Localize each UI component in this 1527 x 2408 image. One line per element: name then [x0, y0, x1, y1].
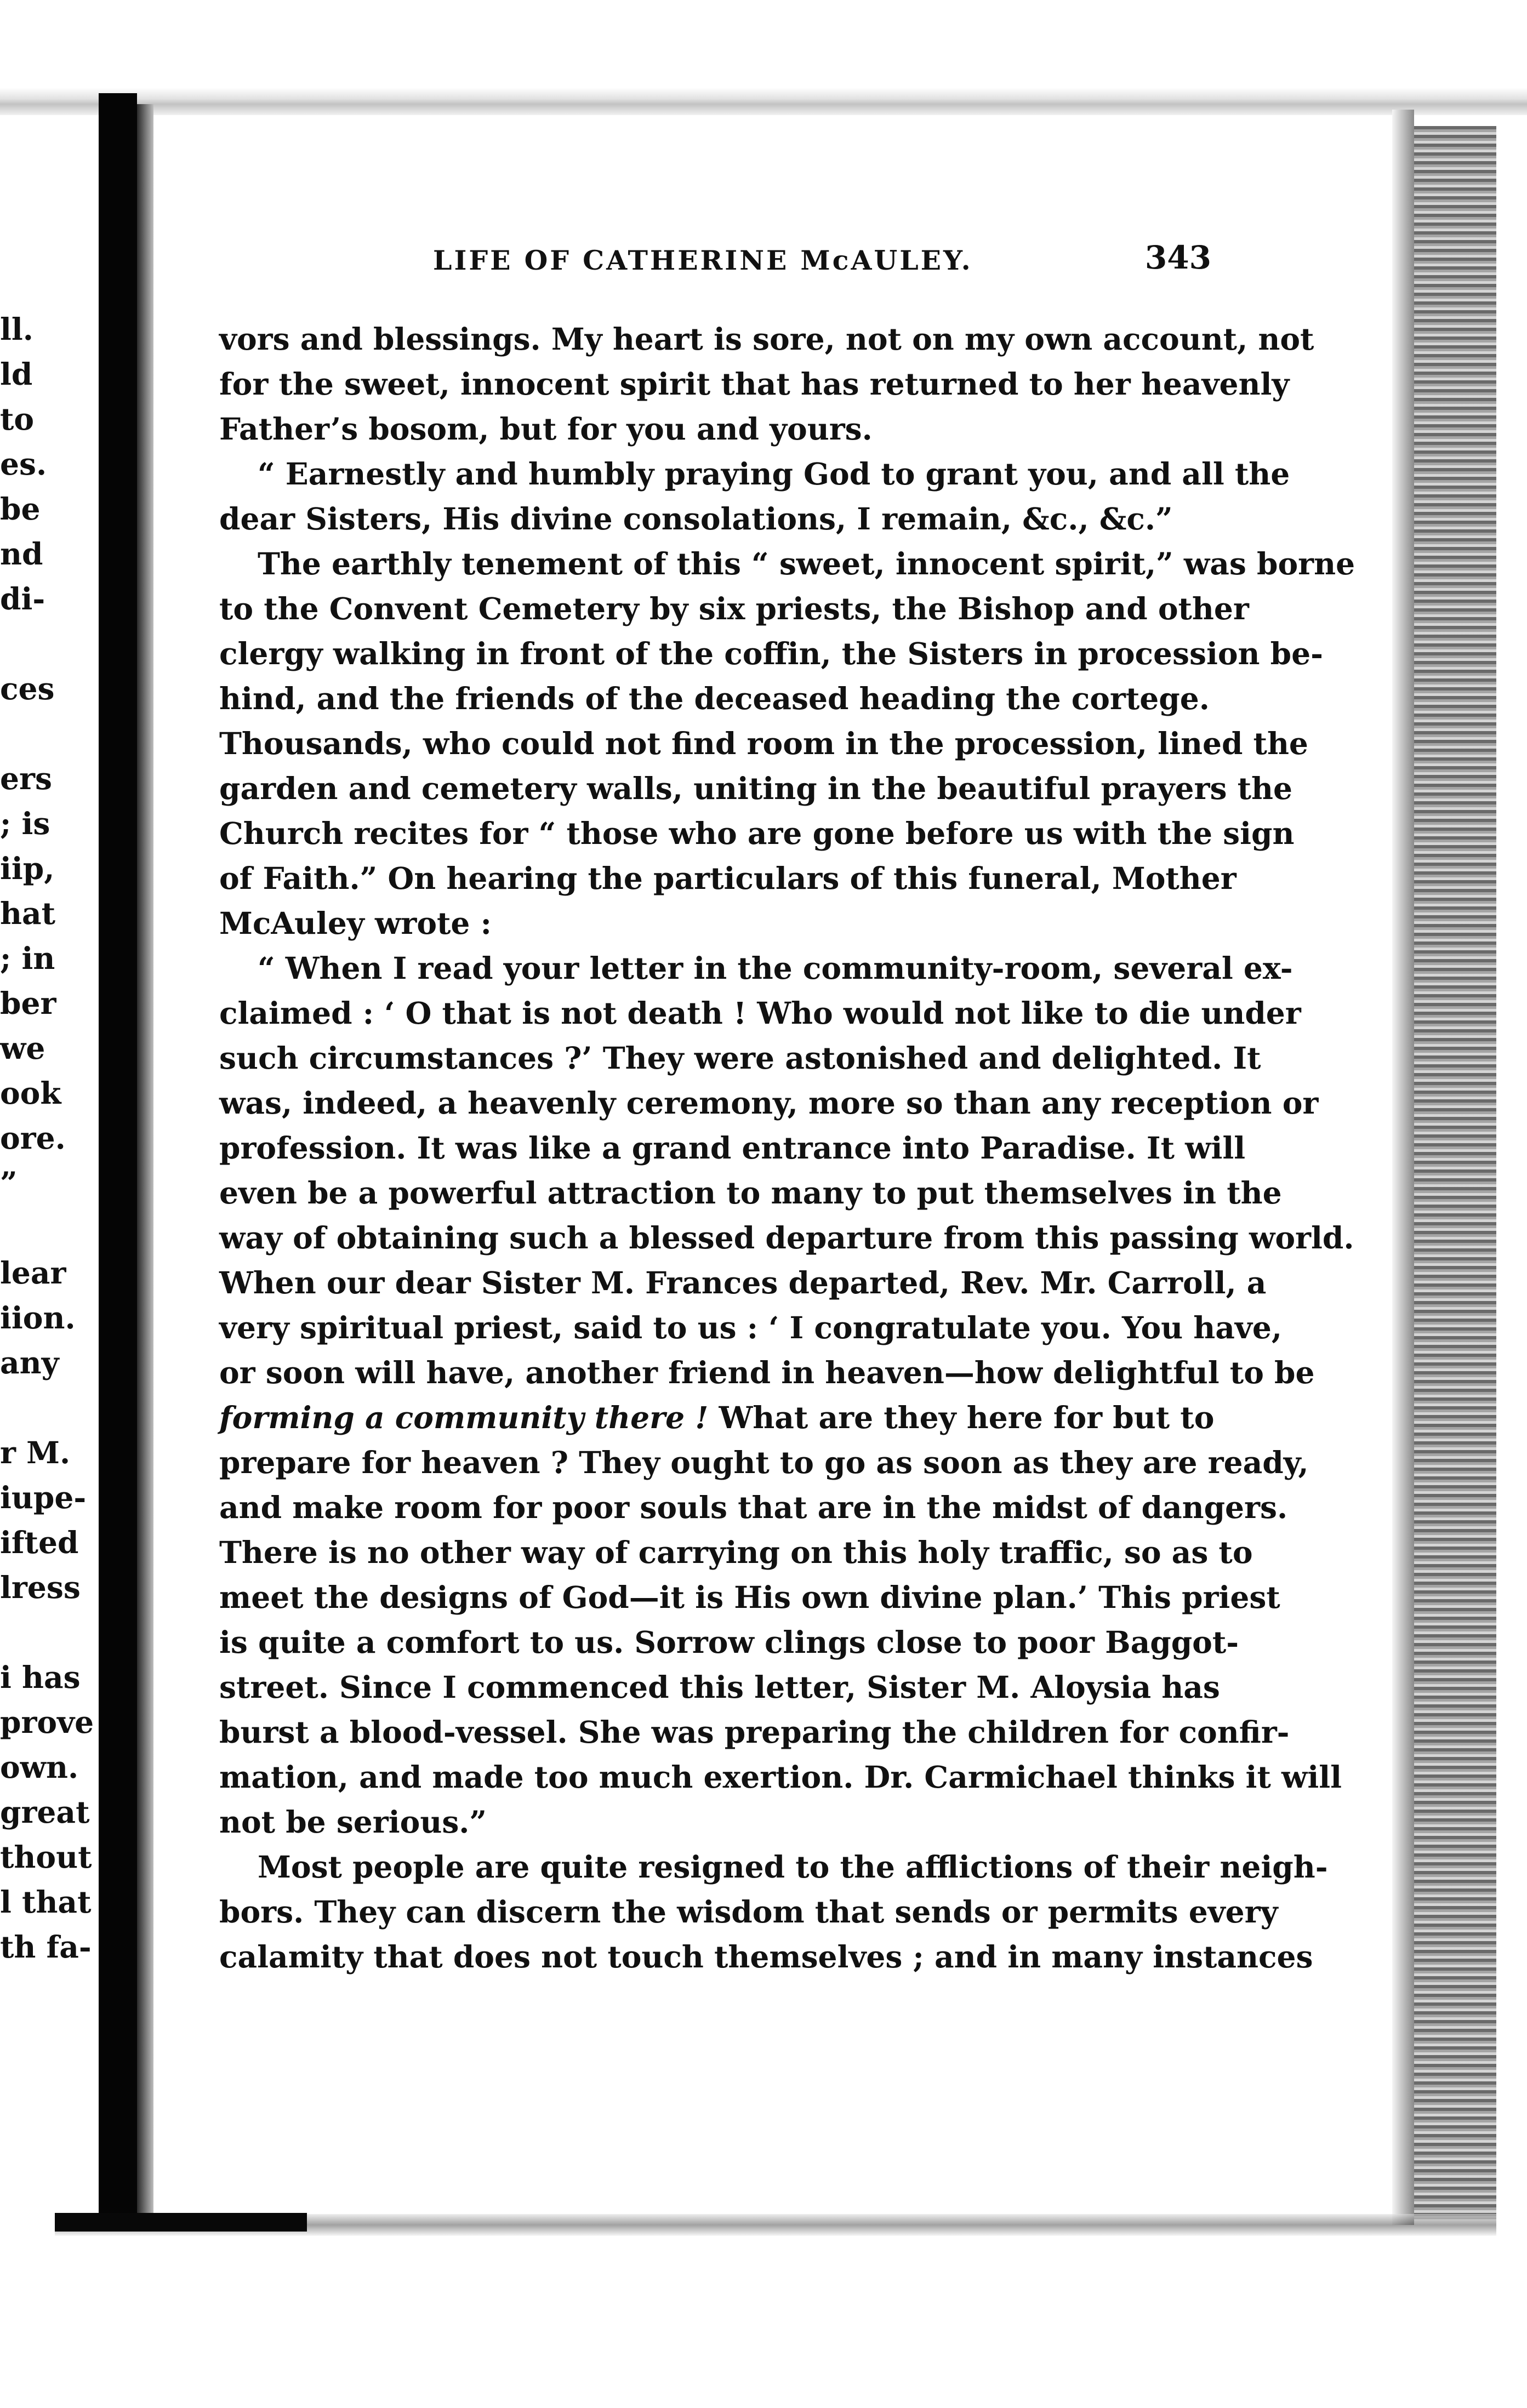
- text-line: very spiritual priest, said to us : ‘ I congratulate you. You have,: [219, 1310, 1282, 1345]
- text-line: “ When I read your letter in the community-room, several ex-: [258, 950, 1293, 986]
- bleed-line: iupe-: [0, 1480, 87, 1515]
- bleed-line: ld: [0, 356, 33, 392]
- text-line: of Faith.” On hearing the particulars of this funeral, Mother: [219, 860, 1237, 896]
- page-number: 343: [1144, 239, 1211, 276]
- bleed-line: lress: [0, 1570, 81, 1605]
- text-line: such circumstances ?’ They were astonished and delighted. It: [219, 1040, 1261, 1076]
- text-line: profession. It was like a grand entrance into Paradise. It will: [219, 1130, 1246, 1166]
- text-line: “ Earnestly and humbly praying God to grant you, and all the: [258, 456, 1290, 492]
- text-line: Thousands, who could not find room in the procession, lined the: [219, 726, 1308, 761]
- text-line: and make room for poor souls that are in the midst of dangers.: [219, 1490, 1288, 1525]
- bleed-line: ook: [0, 1075, 61, 1111]
- text-line: calamity that does not touch themselves ; and in many instances: [219, 1939, 1313, 1975]
- scan-right-page-curl: [1392, 110, 1414, 2225]
- text-line: hind, and the friends of the deceased heading the cortege.: [219, 681, 1210, 716]
- bleed-line: th fa-: [0, 1929, 92, 1965]
- text-line: The earthly tenement of this “ sweet, innocent spirit,” was borne: [258, 546, 1355, 581]
- bleed-line: [0, 1206, 93, 1251]
- bleed-line: own.: [0, 1749, 79, 1785]
- text-line: Church recites for “ those who are gone before us with the sign: [219, 815, 1295, 851]
- text-line: dear Sisters, His divine consolations, I remain, &c., &c.”: [219, 501, 1173, 537]
- text-line: When our dear Sister M. Frances departed, Rev. Mr. Carroll, a: [219, 1265, 1267, 1300]
- bleed-line: ore.: [0, 1120, 66, 1156]
- bleed-line: [0, 1610, 93, 1655]
- bleed-line: hat: [0, 895, 56, 931]
- text-line: bors. They can discern the wisdom that sends or permits every: [219, 1894, 1278, 1930]
- text-line: even be a powerful attraction to many to put themselves in the: [219, 1175, 1282, 1211]
- bleed-line: di-: [0, 581, 45, 617]
- bleed-line: ces: [0, 671, 55, 706]
- bleed-line: any: [0, 1345, 59, 1380]
- body-text: [219, 317, 1355, 1979]
- text-line: McAuley wrote :: [219, 905, 492, 941]
- line-text: What are they here for but to: [708, 1400, 1215, 1435]
- bleed-line: thout: [0, 1839, 92, 1875]
- text-line: burst a blood-vessel. She was preparing the children for confir-: [219, 1714, 1290, 1750]
- text-line: vors and blessings. My heart is sore, not on my own account, not: [219, 321, 1314, 357]
- text-line: or soon will have, another friend in heaven—how delightful to be: [219, 1355, 1315, 1390]
- text-line: was, indeed, a heavenly ceremony, more so than any reception or: [219, 1085, 1319, 1121]
- bleed-line: [0, 1385, 93, 1430]
- bleed-line: to: [0, 401, 35, 437]
- adjacent-page-bleed: [0, 307, 93, 1970]
- scan-top-edge: [0, 88, 1527, 115]
- running-head: LIFE OF CATHERINE McAULEY.: [433, 244, 973, 276]
- bleed-line: i has: [0, 1659, 81, 1695]
- text-line: not be serious.”: [219, 1804, 487, 1840]
- bleed-line: prove: [0, 1704, 94, 1740]
- bleed-line: ers: [0, 761, 52, 796]
- bleed-line: we: [0, 1030, 45, 1066]
- bleed-line: lear: [0, 1255, 66, 1291]
- text-line: to the Convent Cemetery by six priests, the Bishop and other: [219, 591, 1249, 626]
- scan-bottom-shadow: [55, 2213, 307, 2232]
- text-line: garden and cemetery walls, uniting in the beautiful prayers the: [219, 771, 1292, 806]
- bleed-line: ber: [0, 985, 56, 1021]
- bleed-line: ; in: [0, 940, 55, 976]
- text-line: There is no other way of carrying on this holy traffic, so as to: [219, 1534, 1253, 1570]
- bleed-line: [0, 621, 93, 666]
- bleed-line: great: [0, 1794, 90, 1830]
- bleed-line: iip,: [0, 851, 55, 886]
- bleed-line: r M.: [0, 1435, 71, 1470]
- text-line: for the sweet, innocent spirit that has returned to her heavenly: [219, 366, 1290, 402]
- italic-text: forming a community there !: [219, 1400, 709, 1435]
- text-line: prepare for heaven ? They ought to go as soon as they are ready,: [219, 1445, 1309, 1480]
- bleed-line: iion.: [0, 1300, 76, 1336]
- scan-right-page-edge: [1414, 126, 1496, 2219]
- text-line: clergy walking in front of the coffin, the Sisters in procession be-: [219, 636, 1323, 671]
- bleed-line: ; is: [0, 806, 50, 841]
- text-line: way of obtaining such a blessed departure from this passing world.: [219, 1220, 1354, 1256]
- bleed-line: es.: [0, 446, 47, 482]
- bleed-line: [0, 711, 93, 756]
- text-line: meet the designs of God—it is His own divine plan.’ This priest: [219, 1579, 1280, 1615]
- text-line: claimed : ‘ O that is not death ! Who would not like to die under: [219, 995, 1301, 1031]
- bleed-line: ”: [0, 1165, 18, 1201]
- text-line: mation, and made too much exertion. Dr. Carmichael thinks it will: [219, 1759, 1342, 1795]
- bleed-line: l that: [0, 1884, 92, 1920]
- scan-binding-gradient: [137, 104, 153, 2225]
- text-line: street. Since I commenced this letter, Sister M. Aloysia has: [219, 1669, 1220, 1705]
- text-line: is quite a comfort to us. Sorrow clings close to poor Baggot-: [219, 1624, 1239, 1660]
- text-line: [219, 1395, 1215, 1440]
- text-line: Father’s bosom, but for you and yours.: [219, 411, 873, 447]
- bleed-line: ll.: [0, 311, 33, 347]
- bleed-line: ifted: [0, 1525, 79, 1560]
- text-line: Most people are quite resigned to the afflictions of their neigh-: [258, 1849, 1328, 1885]
- bleed-line: be: [0, 491, 41, 527]
- scan-binding-shadow: [99, 93, 137, 2225]
- bleed-line: nd: [0, 536, 43, 572]
